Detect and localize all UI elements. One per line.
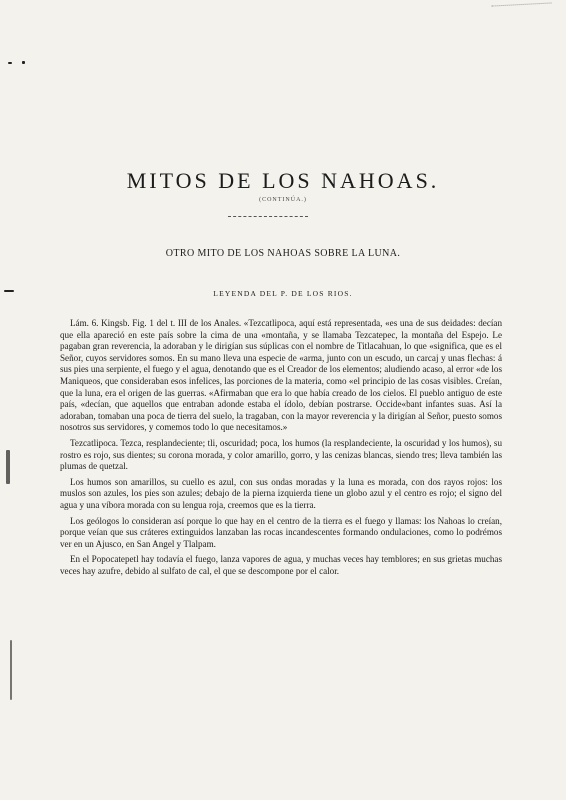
title-divider bbox=[228, 216, 308, 218]
margin-mark bbox=[6, 450, 10, 484]
continuation-note: (CONTINÚA.) bbox=[259, 197, 307, 203]
margin-mark bbox=[8, 62, 12, 64]
paragraph: Los humos son amarillos, su cuello es azul, con sus ondas moradas y la luna es morada, con dos rayos rojos: los muslos son azules, los pies son azules; debajo de la pierna izquierda tiene un globo azul y el centro es rojo; el signo del agua y una víbora morada con su lengua roja, creemos que es la tierra. bbox=[60, 476, 502, 510]
section-title: OTRO MITO DE LOS NAHOAS SOBRE LA LUNA. bbox=[165, 248, 401, 259]
margin-mark bbox=[22, 61, 25, 64]
paragraph: En el Popocatepetl hay todavía el fuego, lanza vapores de agua, y muchas veces hay temblores; en sus grietas muchas veces hay azufre, debido al sulfato de cal, el que se descompone por el calor. bbox=[60, 554, 502, 576]
paragraph: Lám. 6. Kingsb. Fig. 1 del t. III de los Anales. «Tezcatlipoca, aquí está representada, «es una de sus deidades: decían que ella apareció en este país sobre la cima de una «montaña, y se llamaba Tezcatepec, la montaña del Espejo. Le pagaban gran reverencia, la adoraban y le dirigían sus súplicas con el nombre de Titlacahuan, lo que «significa, que es el Señor, cuyos servidores somos. En su mano lleva una especie de «arma, junto con un escudo, un carcaj y unas flechas: á sus pies una serpiente, el fuego y el agua, denotando que es el Creador de los elementos; aludiendo acaso, al error «de los Maniqueos, que consideraban esos infelices, las porciones de la materia, como «el principio de las cosas visibles. Creían, que la luna, era el origen de las guerras. «Afirmaban que era lo que había creado de los cielos. El pueblo antiguo de este país, «decían, que aquellos que entraban adonde estaba el ídolo, debían postrarse. Occide«bant infantes suas. Así la adoraban, tomaban una poca de tierra del suelo, la tragaban, con la mayor reverencia y la dirigían al Señor, puesto somos nosotros sus servidores, y comemos todo lo que necesitamos.» bbox=[60, 318, 502, 433]
margin-mark bbox=[10, 640, 12, 700]
paragraph: Los geólogos lo consideran así porque lo que hay en el centro de la tierra es el fuego y llamas: los Nahoas lo creían, porque veían que sus cráteres extinguidos lanzaban las rocas incandescentes formando ondulaciones, como lo podrémos ver en un Ajusco, en San Angel y Tlalpam. bbox=[60, 515, 502, 549]
article-body bbox=[60, 318, 502, 581]
article-title: MITOS DE LOS NAHOAS. bbox=[126, 168, 440, 193]
page-corner-smudge bbox=[492, 2, 553, 22]
paragraph: Tezcatlipoca. Tezca, resplandeciente; tli, oscuridad; poca, los humos (la resplandeciente, la oscuridad y los humos), su rostro es rojo, sus dientes; su corona morada, y color amarillo, gorro, y las cenizas blancas, siendo tres; lleva también las plumas de quetzal. bbox=[60, 437, 502, 472]
attribution: LEYENDA DEL P. DE LOS RIOS. bbox=[213, 289, 353, 298]
